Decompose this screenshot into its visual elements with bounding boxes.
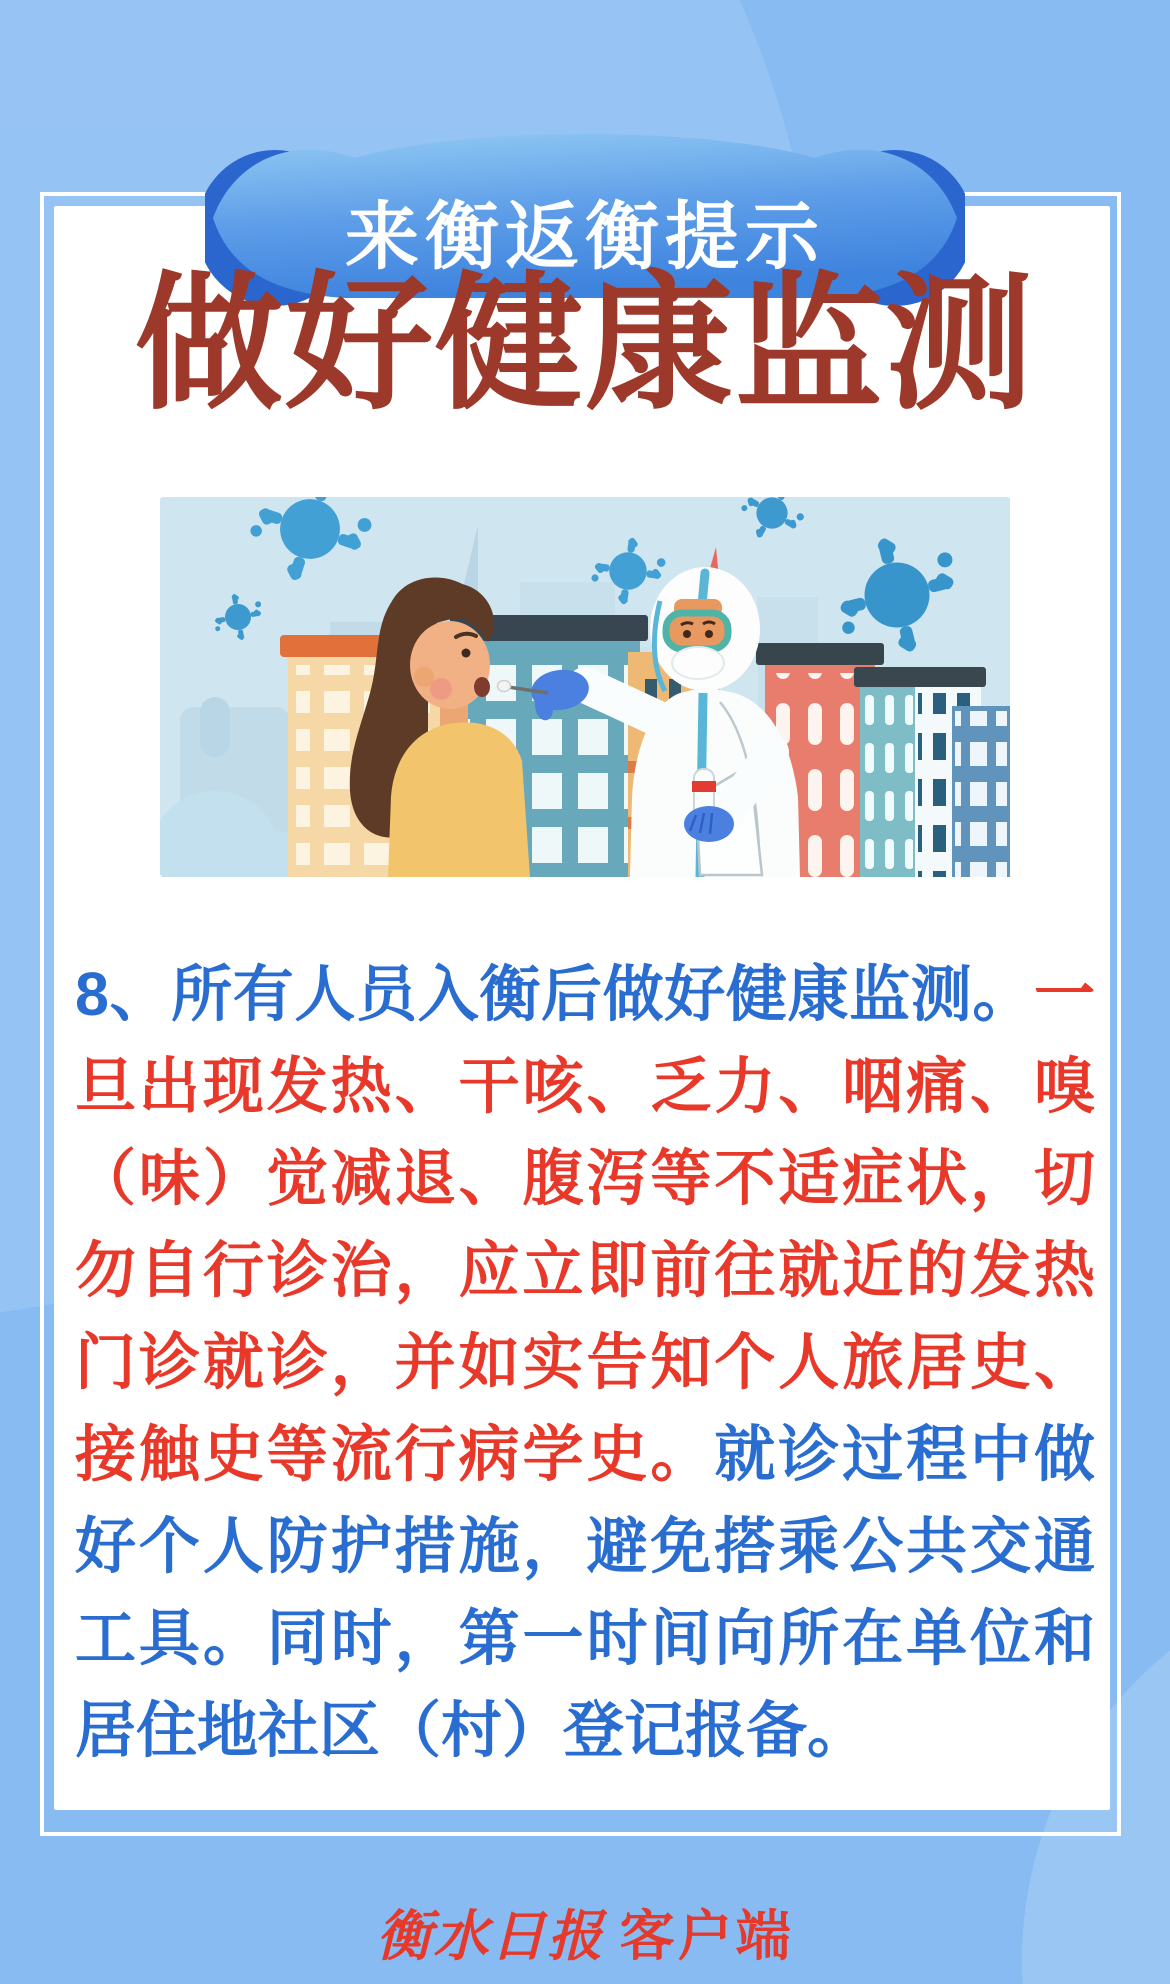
body-line-8 (75, 1592, 1095, 1684)
ribbon-label: 来衡返衡提示 (345, 195, 825, 278)
woman-face (410, 621, 490, 709)
body-text-block (75, 948, 1095, 1776)
woman-mouth-open (474, 677, 490, 697)
body-segment: 就诊过程中做 (714, 1420, 1095, 1488)
body-line-2 (75, 1040, 1095, 1132)
woman-ear (414, 667, 434, 687)
body-segment: 旦出现发热、干咳、乏力、咽痛、嗅 (75, 1052, 1095, 1120)
medic-eye-right (705, 630, 713, 638)
footer-logo (0, 1892, 1170, 1971)
body-segment: 8、所有人员入衡后做好健康监测。 (75, 960, 1034, 1028)
woman-blush (430, 678, 452, 700)
body-line-5 (75, 1316, 1095, 1408)
test-tube-cap (692, 781, 716, 792)
body-segment: 好个人防护措施，避免搭乘公共交通 (75, 1512, 1095, 1580)
page-title: 做好健康监测 (135, 262, 1035, 427)
medic-eye-left (683, 630, 691, 638)
body-line-6 (75, 1408, 1095, 1500)
body-segment: （味）觉减退、腹泻等不适症状，切 (75, 1144, 1095, 1212)
swab-tip (498, 681, 511, 692)
building-blue (952, 706, 1010, 877)
body-segment: 居住地社区（村）登记报备。 (75, 1696, 869, 1764)
body-segment: 接触史等流行病学史。 (75, 1420, 715, 1488)
body-line-4 (75, 1224, 1095, 1316)
body-line-9 (75, 1684, 1095, 1776)
covid-test-illustration (160, 497, 1010, 877)
newspaper-brand-logo: 衡水日报 (376, 1903, 605, 1968)
medic-mask (672, 647, 724, 679)
client-app-label: 客户端 (619, 1905, 794, 1967)
body-line-1 (75, 948, 1095, 1040)
body-segment: 工具。同时，第一时间向所在单位和 (75, 1604, 1095, 1672)
body-segment: 勿自行诊治，应立即前往就近的发热 (75, 1236, 1095, 1304)
body-line-7 (75, 1500, 1095, 1592)
woman-eye (462, 649, 471, 658)
body-segment: 门诊就诊，并如实告知个人旅居史、 (75, 1328, 1095, 1396)
medic-goggles (666, 613, 728, 649)
body-line-3 (75, 1132, 1095, 1224)
body-segment: 一 (1033, 960, 1095, 1028)
